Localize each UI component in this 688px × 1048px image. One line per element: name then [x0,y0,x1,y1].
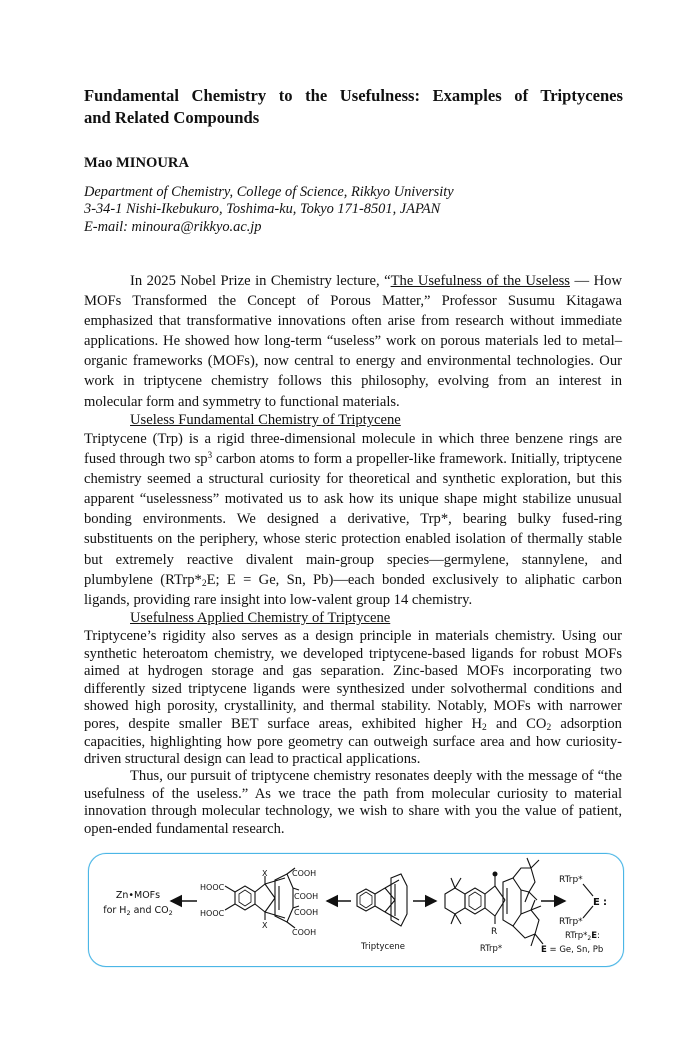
intro-text-after-link: — How MOFs Transformed the Concept of Porous Matter,” Professor Susumu Kitagawa emphasized that transformative innovations often arise from research without immediate applications. He showed how long-term “useless” work on porous materials led to metal–organic frameworks (MOFs), now central to energy and environmental technologies. Our work in triptycene chemistry follows this philosophy, evolving from an interest in molecular form and symmetry to functional materials. [84,273,622,410]
affiliation-email: E-mail: minoura@rikkyo.ac.jp [84,218,262,235]
section1-paragraph [84,429,622,610]
section1-text-a: Triptycene (Trp) is a rigid three-dimensional molecule in which three benzene rings are fused through two sp [84,431,622,468]
svg-text:COOH: COOH [292,869,317,878]
svg-text:HOOC: HOOC [200,883,225,892]
svg-text:X: X [262,921,268,930]
conclusion-paragraph [84,768,622,838]
author-name: Mao MINOURA [84,155,189,171]
mof-label [103,890,173,917]
subscript: 2 [546,722,552,733]
section2-text-a: Triptycene’s rigidity also serves as a design principle in materials chemistry. Using our synthetic heteroatom chemistry, we developed triptycene-based ligands for robust MOFs aimed at hydrogen storage and gas separation. Zinc-based MOFs incorporating two differently sized triptycene ligands were synthesized under solvothermal conditions and showed high porosity, crystallinity, and thermal stability. Notably, MOFs with narrower pores, despite smaller BET surface areas, exhibited higher H [84,628,622,732]
intro-paragraph [84,271,622,412]
ligand-labels [200,869,318,937]
svg-text:E = Ge, Sn, Pb: E = Ge, Sn, Pb [541,945,604,955]
title-line-2: and Related Compounds [84,108,260,127]
svg-text:COOH: COOH [294,908,319,917]
conclusion-text: Thus, our pursuit of triptycene chemistry resonates deeply with the message of “the usefulness of the useless.” As we trace the path from molecular curiosity to material innovation through molecular technology, we wish to share with you the value of patient, open-ended fundamental research. [84,768,622,837]
section1-text-b: carbon atoms to form a propeller-like framework. Initially, triptycene chemistry seemed a structural curiosity for theoretical and synthetic exploration, but this apparent “uselessness” motivated us to ask how its unique shape might stabilize unusual bonding environments. We designed a derivative, Trp*, bearing bulky fused-ring substituents on the periphery, whose steric protection enabled isolation of thermally stable but extremely reactive divalent main-group species—germylene, stannylene, and plumbylene (RTrp* [84,451,622,588]
section-heading-useless: Useless Fundamental Chemistry of Triptycene [130,412,401,428]
subscript: 2 [482,722,487,733]
svg-text:E: E [593,897,600,908]
triptycene-label: Triptycene [360,942,406,952]
section2-paragraph [84,628,622,769]
section2-text-c: adsorption capacities, highlighting how pore geometry can outweigh surface area and how curiosity-driven structural design can lead to practical applications. [84,715,622,768]
section1-text-c: E; E = Ge, Sn, Pb)—each bonded exclusively to aliphatic carbon ligands, providing rare insight into low-valent group 14 chemistry. [84,571,622,608]
rtrp-label: RTrp* [479,944,503,954]
scheme-figure [88,853,624,967]
svg-text:X: X [262,869,268,878]
product-structure [541,875,607,955]
svg-text::: : [603,897,607,908]
paper-title [84,85,623,129]
svg-text:RTrp*: RTrp* [559,875,583,885]
svg-text:HOOC: HOOC [200,909,225,918]
title-line-1: Fundamental Chemistry to the Usefulness: Examples of Triptycenes [84,86,623,105]
svg-text:COOH: COOH [292,928,317,937]
svg-text:COOH: COOH [294,892,319,901]
superscript: 3 [207,450,213,461]
svg-text:for H2 and CO2: for $H_2$ and $CO_2$ [103,905,173,917]
svg-text:RTrp*2E:: $RTrp*_2E$: [565,931,600,942]
section-heading-usefulness: Usefulness Applied Chemistry of Triptycene [130,610,391,626]
affiliation-address: 3-34-1 Nishi-Ikebukuro, Toshima-ku, Tokyo 171-8501, JAPAN [84,201,441,218]
intro-text-before-link: In 2025 Nobel Prize in Chemistry lecture, “ [130,273,391,289]
svg-text:RTrp*: RTrp* [559,917,583,927]
scheme-drawing [89,854,625,968]
subscript: 2 [201,578,207,589]
affiliation-block [84,184,454,236]
lecture-title-link[interactable]: The Usefulness of the Useless [390,273,570,289]
triptycene-structure [357,874,407,926]
r-substituent-label: R [491,927,498,937]
svg-text:Zn•MOFs: Zn•MOFs [115,890,161,901]
methyl-dot [493,872,498,877]
section2-text-b: and CO [486,715,547,732]
affiliation-department: Department of Chemistry, College of Science, Rikkyo University [84,184,454,200]
